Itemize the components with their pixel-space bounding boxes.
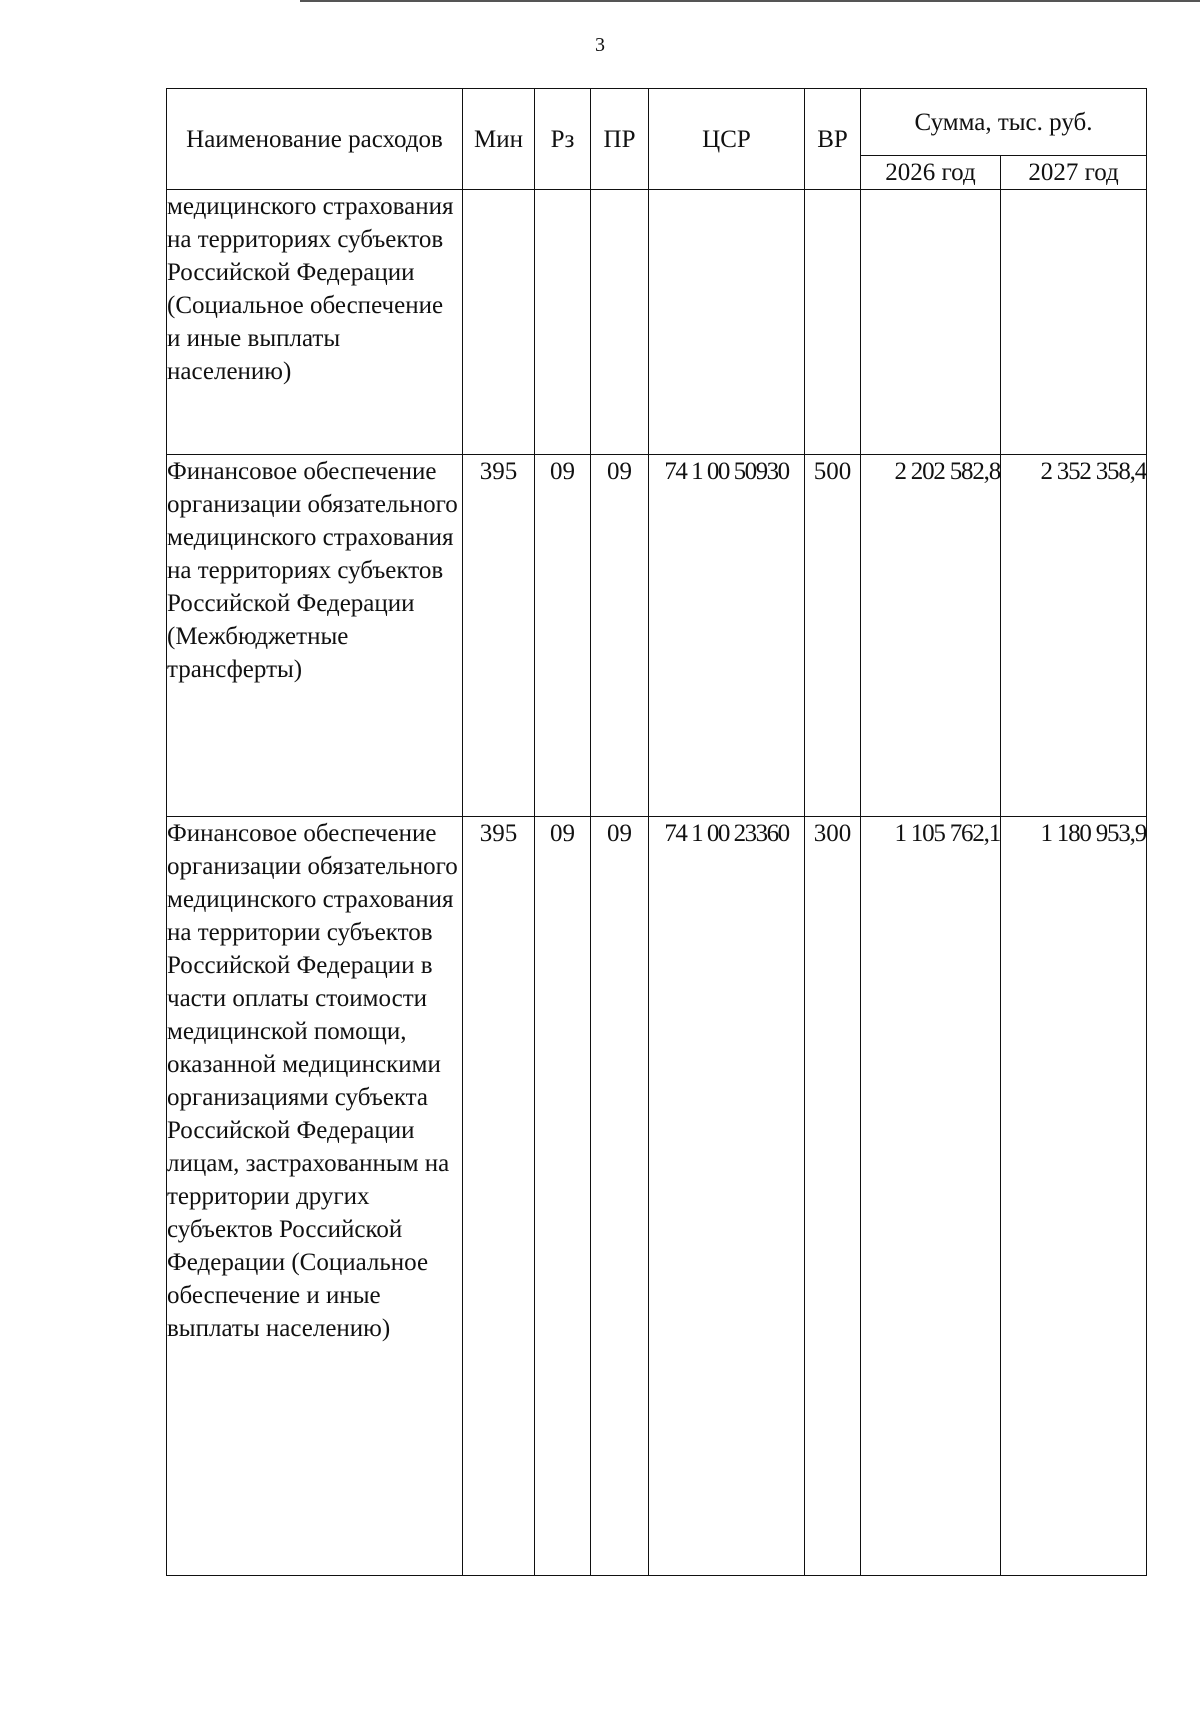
cell-vr: 500: [805, 455, 861, 817]
header-sum: Сумма, тыс. руб.: [861, 89, 1147, 156]
header-year-2026: 2026 год: [861, 156, 1001, 190]
table-row: [167, 455, 1147, 817]
cell-min: 395: [463, 455, 535, 817]
cell-rz: [535, 190, 591, 455]
cell-sum-2026: 1 105 762,1: [861, 817, 1001, 1576]
header-name: Наименование расходов: [167, 89, 463, 190]
cell-rz: 09: [535, 455, 591, 817]
cell-csr: [649, 190, 805, 455]
cell-rz: 09: [535, 817, 591, 1576]
table-row: [167, 190, 1147, 455]
budget-expenses-table: [166, 88, 1147, 1576]
header-year-2027: 2027 год: [1001, 156, 1147, 190]
header-pr: ПР: [591, 89, 649, 190]
cell-sum-2027: 2 352 358,4: [1001, 455, 1147, 817]
scan-top-rule: [300, 0, 1200, 2]
cell-name: Финансовое обеспечение организации обязательного медицинского страхования на территории субъектов Российской Федерации в части оплаты стоимости медицинской помощи, оказанной медицинскими организациями субъекта Российской Федерации лицам, застрахованным на территории других субъектов Российской Федерации (Социальное обеспечение и иные выплаты населению): [167, 817, 463, 1576]
cell-name: медицинского страхования на территориях субъектов Российской Федерации (Социальное обеспечение и иные выплаты населению): [167, 190, 463, 455]
page-number: 3: [595, 34, 605, 56]
cell-sum-2027: [1001, 190, 1147, 455]
cell-vr: 300: [805, 817, 861, 1576]
cell-name: Финансовое обеспечение организации обязательного медицинского страхования на территориях субъектов Российской Федерации (Межбюджетные трансферты): [167, 455, 463, 817]
cell-vr: [805, 190, 861, 455]
cell-csr: 74 1 00 50930: [649, 455, 805, 817]
cell-pr: 09: [591, 455, 649, 817]
table-row: [167, 817, 1147, 1576]
cell-min: [463, 190, 535, 455]
cell-csr: 74 1 00 23360: [649, 817, 805, 1576]
header-rz: Рз: [535, 89, 591, 190]
header-min: Мин: [463, 89, 535, 190]
header-csr: ЦСР: [649, 89, 805, 190]
cell-pr: [591, 190, 649, 455]
cell-sum-2026: [861, 190, 1001, 455]
cell-sum-2027: 1 180 953,9: [1001, 817, 1147, 1576]
header-vr: ВР: [805, 89, 861, 190]
cell-pr: 09: [591, 817, 649, 1576]
cell-sum-2026: 2 202 582,8: [861, 455, 1001, 817]
cell-min: 395: [463, 817, 535, 1576]
